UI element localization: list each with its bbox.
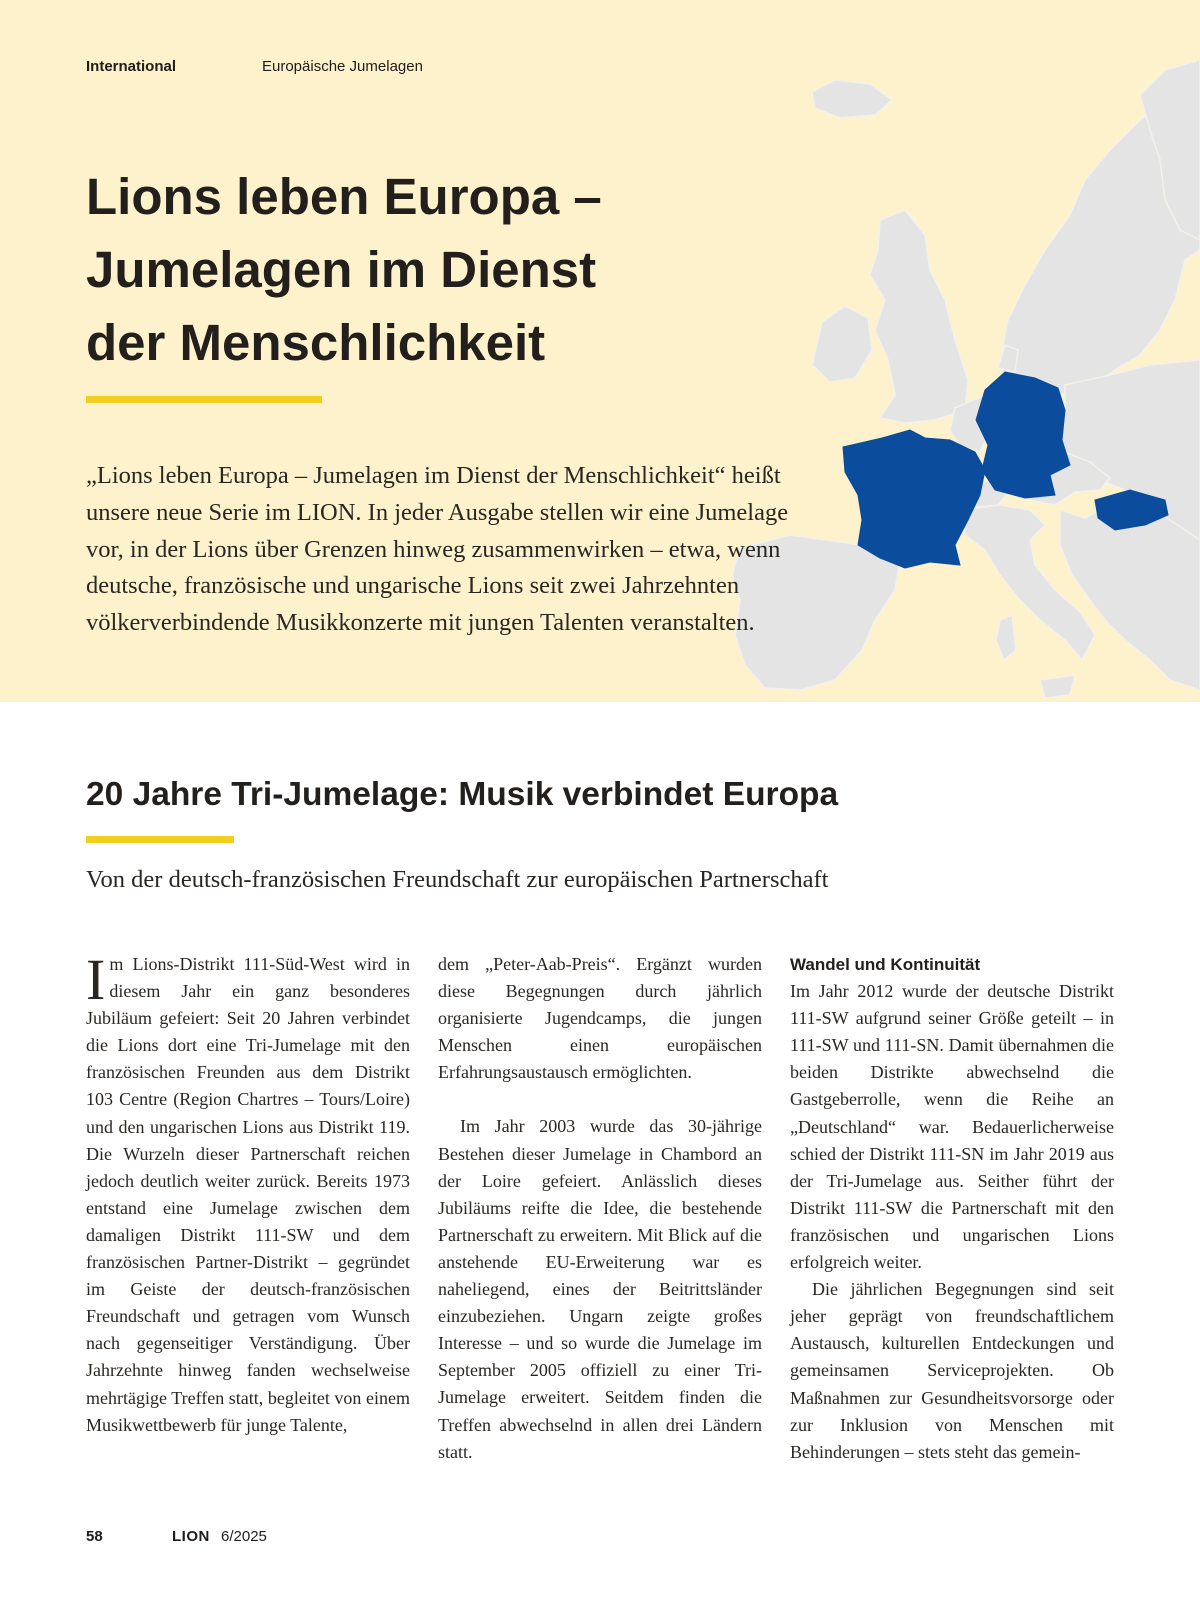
- issue-number: 6/2025: [221, 1528, 267, 1545]
- title-line-2: Jumelagen im Dienst: [86, 241, 597, 298]
- section-label: International: [86, 58, 177, 75]
- page-number: 58: [86, 1528, 103, 1545]
- paragraph: [86, 947, 410, 1439]
- text-column-2: [438, 951, 762, 1466]
- column-heading: Wandel und Kontinuität: [790, 955, 981, 974]
- text-column-1: [86, 947, 410, 1439]
- paragraph: Die jährlichen Begegnungen sind seit jeher geprägt von freundschaftlichem Austausch, kulturellen Entdeckungen und gemeinsamen Serviceprojekten. Ob Maßnahmen zur Gesundheitsvorsorge oder zur Inklusion von Menschen mit Behinderungen – stets steht das gemein-: [790, 1279, 1114, 1462]
- title-accent-rule: [86, 396, 322, 403]
- article-subheading: Von der deutsch-französischen Freundschaft zur europäischen Partnerschaft: [86, 866, 829, 893]
- article-heading: 20 Jahre Tri-Jumelage: Musik verbindet Europa: [86, 776, 839, 813]
- paragraph-text: m Lions-Distrikt 111-Süd-West wird in diesem Jahr ein ganz besonderes Jubiläum gefeiert: Seit 20 Jahren verbindet die Lions dort eine Tri-Jumelage mit den französischen Freunden aus dem Distrikt 103 Centre (Region Chartres – Tours/Loire) und den ungarischen Lions aus Distrikt 119. Die Wurzeln dieser Partnerschaft reichen jedoch deutlich weiter zurück. Bereits 1973 entstand eine Jumelage zwischen dem damaligen Distrikt 111-SW und dem französischen Partner-Distrikt – gegründet im Geiste der deutsch-französischen Freundschaft und getragen vom Wunsch nach gegenseitiger Verständigung. Über Jahrzehnte hinweg fanden wechselweise mehrtägige Treffen statt, begleitet von einem Musikwettbewerb für junge Talente,: [86, 954, 410, 1435]
- map-denmark: [998, 345, 1018, 372]
- paragraph: Im Jahr 2003 wurde das 30-jährige Bestehen dieser Jumelage in Chambord an der Loire gefeiert. Anlässlich dieses Jubiläums reifte die Idee, die bestehende Partnerschaft zu erweitern. Mit Blick auf die anstehende EU-Erweiterung war es naheliegend, eines der Beitrittsländer einzubeziehen. Ungarn zeigte großes Interesse – und so wurde die Jumelage im September 2005 offiziell zu einer Tri-Jumelage erweitert. Seitdem finden die Treffen abwechselnd in allen drei Ländern statt.: [438, 1116, 762, 1462]
- text-column-3: [790, 951, 1114, 1466]
- map-balkans: [1060, 500, 1200, 690]
- page-title: [86, 160, 766, 379]
- dropcap: I: [86, 947, 106, 1012]
- heading-accent-rule: [86, 836, 234, 843]
- paragraph: Im Jahr 2012 wurde der deutsche Distrikt 111-SW aufgrund seiner Größe geteilt – in 111-SW und 111-SN. Damit übernahmen die beiden Distrikte abwechselnd die Gastgeberrolle, wenn die Reihe an „Deutschland“ war. Bedauerlicherweise schied der Distrikt 111-SN im Jahr 2019 aus der Tri-Jumelage aus. Seither führt der Distrikt 111-SW die Partnerschaft mit den französischen und ungarischen Lions erfolgreich weiter.: [790, 981, 1114, 1273]
- map-iceland: [812, 80, 892, 118]
- map-sardinia: [996, 615, 1016, 660]
- title-line-1: Lions leben Europa –: [86, 168, 602, 225]
- intro-text: „Lions leben Europa – Jumelagen im Dienst der Menschlichkeit“ heißt unsere neue Serie im LION. In jeder Ausgabe stellen wir eine Jumelage vor, in der Lions über Grenzen hinweg zusammenwirken – etwa, wenn deutsche, französische und ungarische Lions seit zwei Jahrzehnten völkerverbindende Musikkonzerte mit jungen Talenten veranstalten.: [86, 462, 789, 637]
- map-great-britain: [870, 210, 968, 423]
- title-line-3: der Menschlichkeit: [86, 314, 546, 371]
- hero-section: [0, 0, 1200, 702]
- map-sicily: [1040, 675, 1075, 698]
- map-france: [843, 430, 985, 568]
- magazine-name: LION: [172, 1528, 210, 1545]
- topic-label: Europäische Jumelagen: [262, 58, 423, 75]
- map-ireland: [812, 306, 872, 382]
- paragraph: dem „Peter-Aab-Preis“. Ergänzt wurden diese Begegnungen durch jährlich organisierte Jugendcamps, die jungen Menschen einen europäischen Erfahrungsaustausch ermöglichten.: [438, 954, 762, 1083]
